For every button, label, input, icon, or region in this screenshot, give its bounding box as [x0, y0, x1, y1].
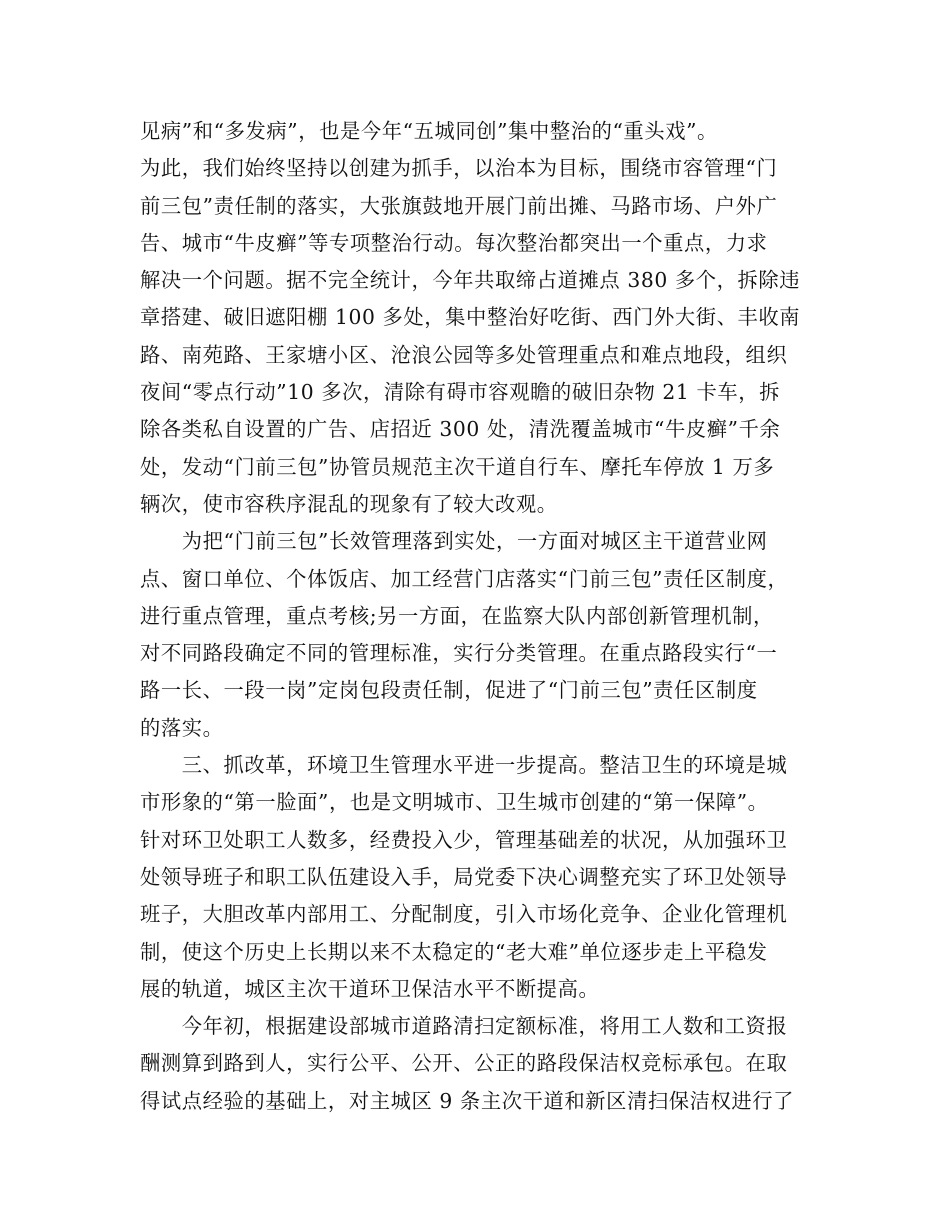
text-line: 辆次，使市容秩序混乱的现象有了较大改观。 — [140, 491, 558, 516]
text-line: 除各类私自设置的广告、店招近 300 处，清洗覆盖城市“牛皮癣”千余 — [140, 417, 781, 442]
text-line: 针对环卫处职工人数多，经费投入少，管理基础差的状况，从加强环卫 — [140, 827, 788, 852]
text-line: 路一长、一段一岗”定岗包段责任制，促进了“门前三包”责任区制度 — [140, 678, 758, 703]
text-line: 得试点经验的基础上，对主城区 9 条主次干道和新区清扫保洁权进行了 — [140, 1088, 795, 1113]
text-line: 处领导班子和职工队伍建设入手，局党委下决心调整充实了环卫处领导 — [140, 864, 788, 889]
text-line: 见病”和“多发病”，也是今年“五城同创”集中整治的“重头戏”。 — [140, 119, 718, 143]
text-line: 酬测算到路到人，实行公平、公开、公正的路段保洁权竞标承包。在取 — [140, 1051, 788, 1076]
body-text — [140, 113, 812, 1120]
text-line: 章搭建、破旧遮阳棚 100 多处，集中整治好吃街、西门外大街、丰收南 — [140, 305, 801, 330]
text-line: 点、窗口单位、个体饭店、加工经营门店落实“门前三包”责任区制度， — [140, 566, 789, 591]
text-line: 处，发动“门前三包”协管员规范主次干道自行车、摩托车停放 1 万多 — [140, 454, 775, 479]
text-line: 展的轨道，城区主次干道环卫保洁水平不断提高。 — [140, 976, 600, 1001]
text-line: 对不同路段确定不同的管理标准，实行分类管理。在重点路段实行“一 — [140, 641, 778, 666]
text-line: 今年初，根据建设部城市道路清扫定额标准，将用工人数和工资报 — [140, 1014, 788, 1039]
text-line: 三、抓改革，环境卫生管理水平进一步提高。整洁卫生的环境是城 — [140, 753, 788, 778]
text-line: 为把“门前三包”长效管理落到实处，一方面对城区主干道营业网 — [140, 529, 768, 554]
text-line: 解决一个问题。据不完全统计，今年共取缔占道摊点 380 多个，拆除违 — [140, 268, 801, 293]
text-line: 为此，我们始终坚持以创建为抓手，以治本为目标，围绕市容管理“门 — [140, 156, 778, 181]
text-line: 市形象的“第一脸面”，也是文明城市、卫生城市创建的“第一保障”。 — [140, 790, 769, 815]
text-line: 路、南苑路、王家塘小区、沧浪公园等多处管理重点和难点地段，组织 — [140, 342, 788, 367]
text-line: 夜间“零点行动”10 多次，清除有碍市容观瞻的破旧杂物 21 卡车，拆 — [140, 380, 781, 405]
text-line: 前三包”责任制的落实，大张旗鼓地开展门前出摊、马路市场、户外广 — [140, 193, 778, 218]
text-line: 班子，大胆改革内部用工、分配制度，引入市场化竞争、企业化管理机 — [140, 902, 788, 927]
text-line: 制，使这个历史上长期以来不太稳定的“老大难”单位逐步走上平稳发 — [140, 939, 768, 964]
text-line: 告、城市“牛皮癣”等专项整治行动。每次整治都突出一个重点，力求 — [140, 230, 768, 255]
text-line: 进行重点管理，重点考核;另一方面，在监察大队内部创新管理机制， — [140, 603, 774, 628]
text-line: 的落实。 — [140, 715, 224, 740]
